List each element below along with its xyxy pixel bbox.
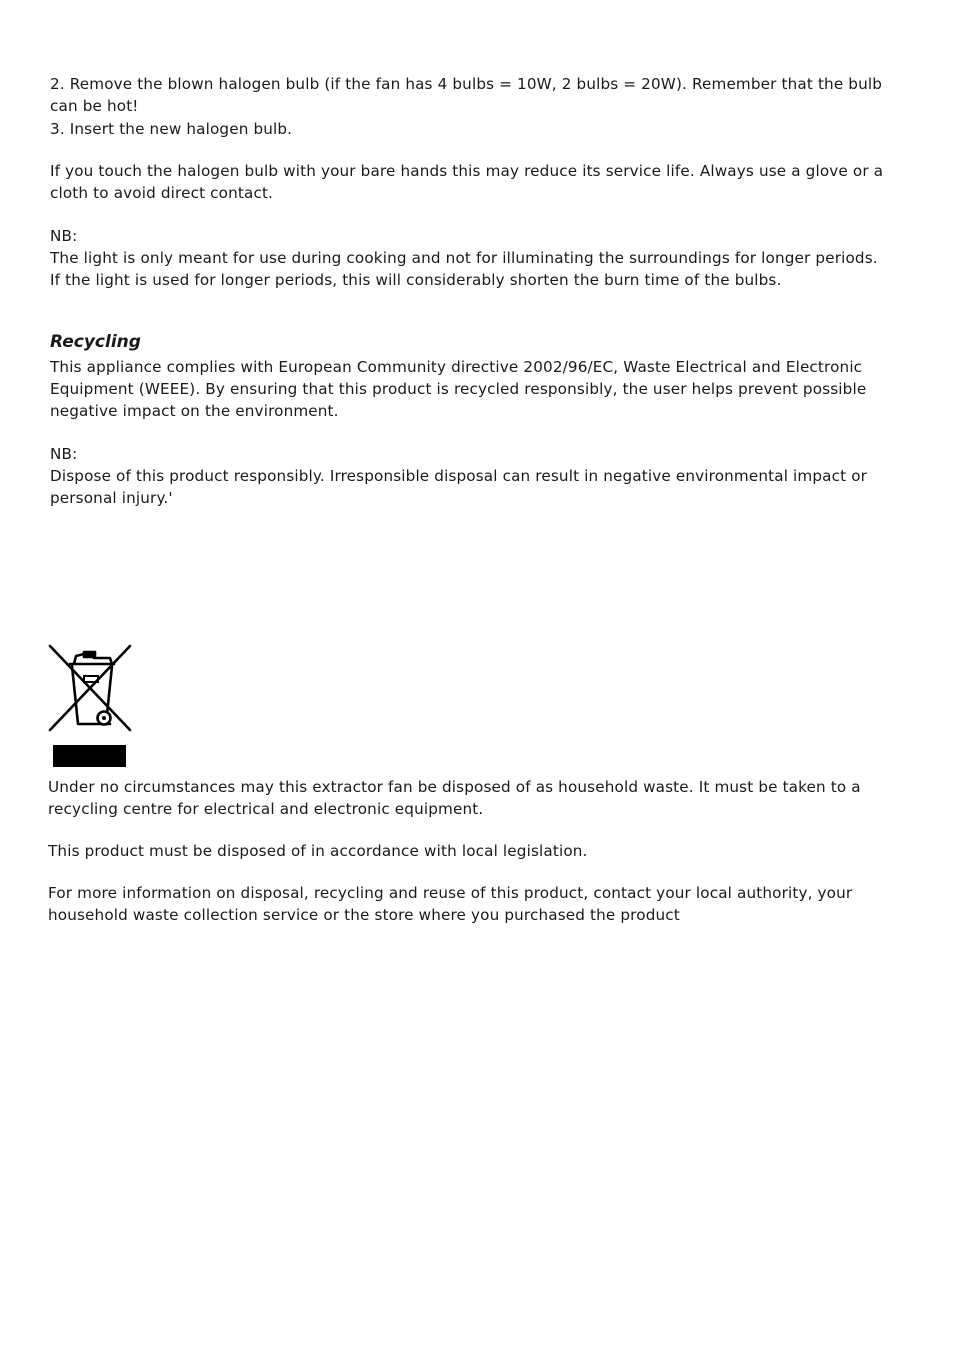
step-2-line-1: 2. Remove the blown halogen bulb (if the fan has 4 bulbs = 10W, 2 bulbs = 20W). Remember that the bulb — [50, 75, 883, 93]
touch-warning-line-2: cloth to avoid direct contact. — [50, 184, 274, 202]
step-3: 3. Insert the new halogen bulb. — [50, 120, 293, 138]
disposal-p2: This product must be disposed of in accordance with local legislation. — [48, 842, 588, 860]
recycling-line-3: negative impact on the environment. — [50, 402, 339, 420]
nb-line-2: If the light is used for longer periods, this will considerably shorten the burn time of the bulbs. — [50, 271, 782, 289]
touch-warning-line-1: If you touch the halogen bulb with your bare hands this may reduce its service life. Always use a glove or a — [50, 162, 884, 180]
recycling-nb-label: NB: — [50, 445, 78, 463]
recycling-nb-line-1: Dispose of this product responsibly. Irresponsible disposal can result in negative environmental impact or — [50, 467, 868, 485]
recycling-line-2: Equipment (WEEE). By ensuring that this product is recycled responsibly, the user helps prevent possible — [50, 380, 867, 398]
nb-line-1: The light is only meant for use during cooking and not for illuminating the surroundings for longer periods. — [50, 249, 878, 267]
disposal-p1-line-2: recycling centre for electrical and electronic equipment. — [48, 800, 484, 818]
step-2-line-2: can be hot! — [50, 97, 139, 115]
disposal-p3-line-1: For more information on disposal, recycling and reuse of this product, contact your local authority, your — [48, 884, 853, 902]
disposal-p3-line-2: household waste collection service or the store where you purchased the product — [48, 906, 680, 924]
recycling-heading: Recycling — [50, 332, 141, 352]
weee-black-bar — [53, 745, 126, 767]
crossed-out-wheelie-bin-icon — [48, 644, 132, 734]
recycling-nb-line-2: personal injury.' — [50, 489, 173, 507]
disposal-p1-line-1: Under no circumstances may this extractor fan be disposed of as household waste. It must be taken to a — [48, 778, 861, 796]
nb-label: NB: — [50, 227, 78, 245]
recycling-line-1: This appliance complies with European Community directive 2002/96/EC, Waste Electrical and Electronic — [50, 358, 863, 376]
